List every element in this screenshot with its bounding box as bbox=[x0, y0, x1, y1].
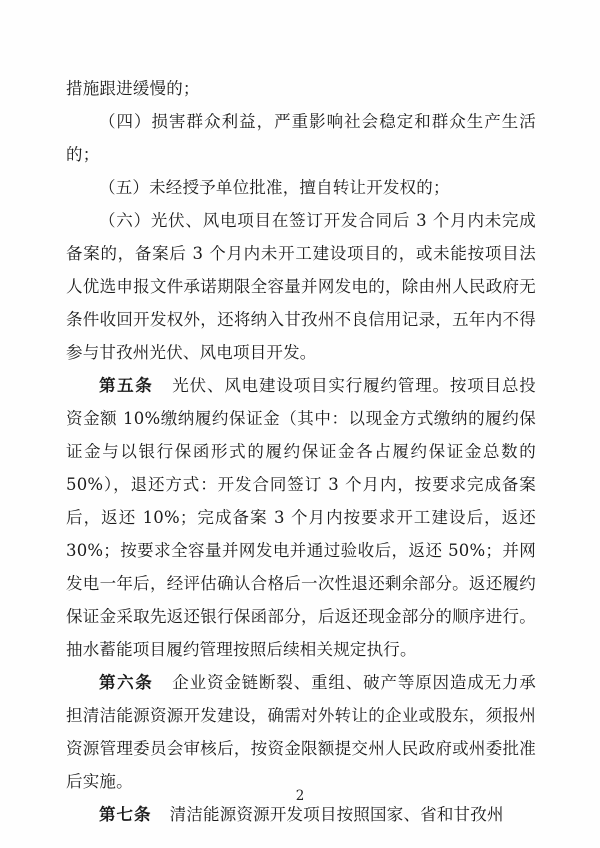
paragraph-item-6: （六）光伏、风电项目在签订开发合同后 3 个月内未完成备案的，备案后 3 个月内未开工建设项目的，或未能按项目法人优选申报文件承诺期限全容量并网发电的，除由州人民政府无条件收回开发权外，还将纳入甘孜州不良信用记录，五年内不得参与甘孜州光伏、风电项目开发。 bbox=[66, 211, 536, 362]
article-5-label: 第五条 bbox=[99, 376, 154, 395]
paragraph-continued: 措施跟进缓慢的； bbox=[66, 79, 200, 98]
article-5 bbox=[66, 369, 536, 666]
article-6-label: 第六条 bbox=[99, 673, 154, 692]
paragraph-item-5: （五）未经授予单位批准，擅自转让开发权的； bbox=[99, 178, 450, 197]
page-number: 2 bbox=[295, 788, 305, 804]
paragraph-item-4: （四）损害群众利益，严重影响社会稳定和群众生产生活的； bbox=[66, 112, 536, 164]
article-6 bbox=[66, 666, 536, 798]
article-7-label: 第七条 bbox=[99, 805, 152, 824]
article-7-text: 清洁能源资源开发项目按照国家、省和甘孜州 bbox=[169, 805, 504, 824]
article-5-text: 光伏、风电建设项目实行履约管理。按项目总投资金额 10%缴纳履约保证金（其中：以现金方式缴纳的履约保证金与以银行保函形式的履约保证金各占履约保证金总数的 50%），退还方式：开发合同签订 3 个月内，按要求完成备案后，返还 10%；完成备案 3 个月内按要求开工建设后，返还 30%；按要求全容量并网发电并通过验收后，返还 50%；并网发电一年后，经评估确认合格后一次性退还剩余部分。返还履约保证金采取先返还银行保函部分，后返还现金部分的顺序进行。抽水蓄能项目履约管理按照后续相关规定执行。 bbox=[66, 376, 537, 659]
article-6-text: 企业资金链断裂、重组、破产等原因造成无力承担清洁能源资源开发建设，确需对外转让的企业或股东，须报州资源管理委员会审核后，按资金限额提交州人民政府或州委批准后实施。 bbox=[66, 673, 537, 791]
document-body bbox=[66, 72, 536, 831]
